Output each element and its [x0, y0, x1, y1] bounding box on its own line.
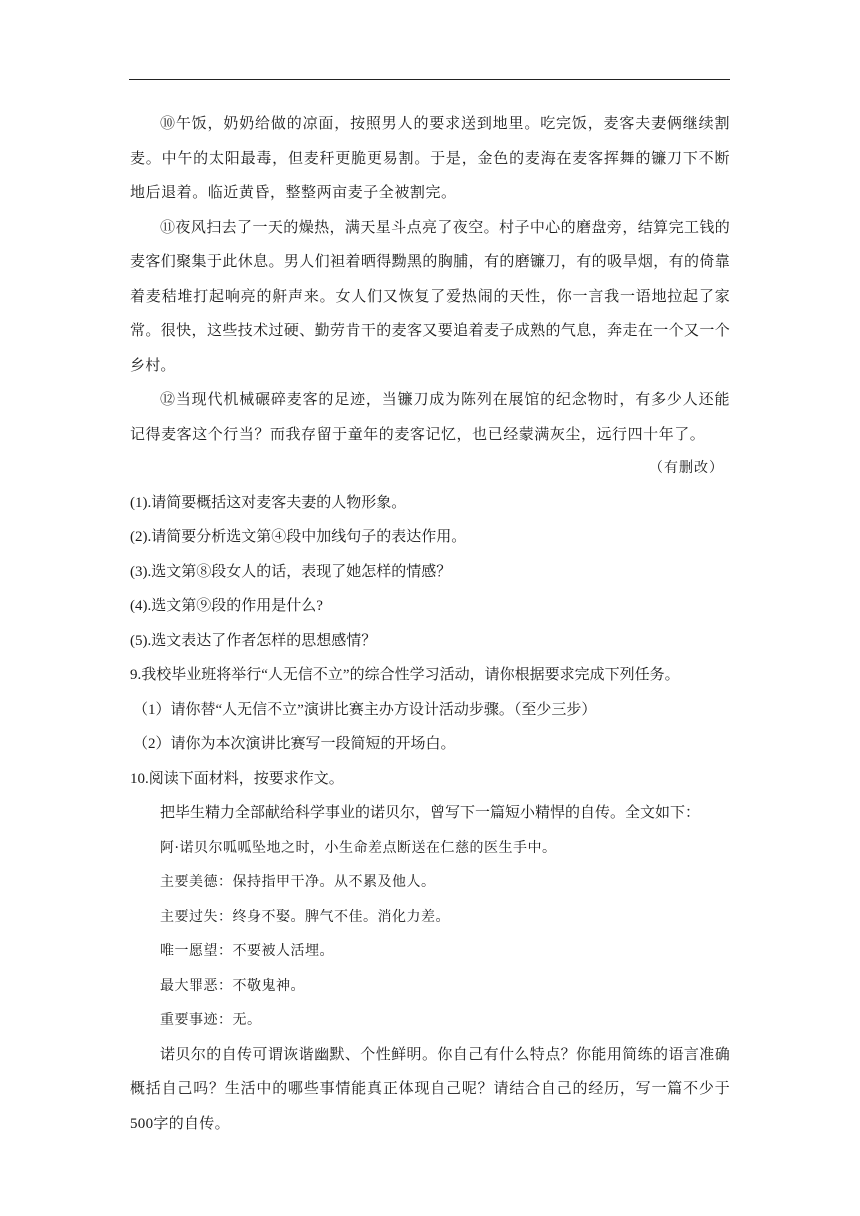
source-note: （有删改）	[649, 460, 724, 476]
essay-prompt: 诺贝尔的自传可谓诙谐幽默、个性鲜明。你自己有什么特点？你能用简练的语言准确概括自己吗？生活中的哪些事情能真正体现自己呢？请结合自己的经历，写一篇不少于500字的自传。	[130, 1046, 730, 1132]
question-2: (2).请简要分析选文第④段中加线句子的表达作用。	[130, 529, 467, 545]
question-4: (4).选文第⑨段的作用是什么?	[130, 598, 323, 614]
question-9-title: 9.我校毕业班将举行“人无信不立”的综合性学习活动，请你根据要求完成下列任务。	[130, 667, 680, 683]
question-10-intro: 把毕生精力全部献给科学事业的诺贝尔，曾写下一篇短小精悍的自传。全文如下：	[160, 805, 701, 821]
question-3: (3).选文第⑧段女人的话，表现了她怎样的情感？	[130, 563, 452, 580]
bio-line: 阿·诺贝尔呱呱坠地之时，小生命差点断送在仁慈的医生手中。	[160, 839, 557, 856]
question-9-task-2: （2）请你为本次演讲比赛写一段简短的开场白。	[133, 736, 456, 752]
document-body	[130, 106, 730, 1141]
bio-line: 最大罪恶：不敬鬼神。	[160, 977, 305, 994]
question-5: (5).选文表达了作者怎样的思想感情？	[130, 632, 377, 649]
bio-line: 主要美德：保持指甲干净。从不累及他人。	[160, 874, 436, 890]
bio-line: 重要事迹：无。	[160, 1012, 262, 1028]
question-1: (1).请简要概括这对麦客夫妻的人物形象。	[130, 494, 407, 511]
question-10-title: 10.阅读下面材料，按要求作文。	[130, 770, 344, 787]
header-rule	[129, 79, 730, 80]
passage-paragraph-10: ⑩午饭，奶奶给做的凉面，按照男人的要求送到地里。吃完饭，麦客夫妻俩继续割麦。中午的太阳最毒，但麦秆更脆更易割。于是，金色的麦海在麦客挥舞的镰刀下不断地后退着。临近黄昏，整整两亩麦子全被割完。	[130, 114, 730, 201]
passage-paragraph-12: ⑫当现代机械碾碎麦客的足迹，当镰刀成为陈列在展馆的纪念物时，有多少人还能记得麦客这个行当？而我存留于童年的麦客记忆，也已经蒙满灰尘，远行四十年了。	[130, 390, 730, 443]
question-9-task-1: （1）请你替“人无信不立”演讲比赛主办方设计活动步骤。（至少三步）	[133, 701, 597, 718]
bio-line: 唯一愿望：不要被人活埋。	[160, 943, 334, 959]
bio-line: 主要过失：终身不娶。脾气不佳。消化力差。	[160, 908, 450, 925]
passage-paragraph-11: ⑪夜风扫去了一天的燥热，满天星斗点亮了夜空。村子中心的磨盘旁，结算完工钱的麦客们聚集于此休息。男人们袒着晒得黝黑的胸脯，有的磨镰刀，有的吸旱烟，有的倚靠着麦秸堆打起响亮的鼾声来。女人们又恢复了爱热闹的天性，你一言我一语地拉起了家常。很快，这些技术过硬、勤劳肯干的麦客又要追着麦子成熟的气息，奔走在一个又一个乡村。	[130, 217, 730, 374]
